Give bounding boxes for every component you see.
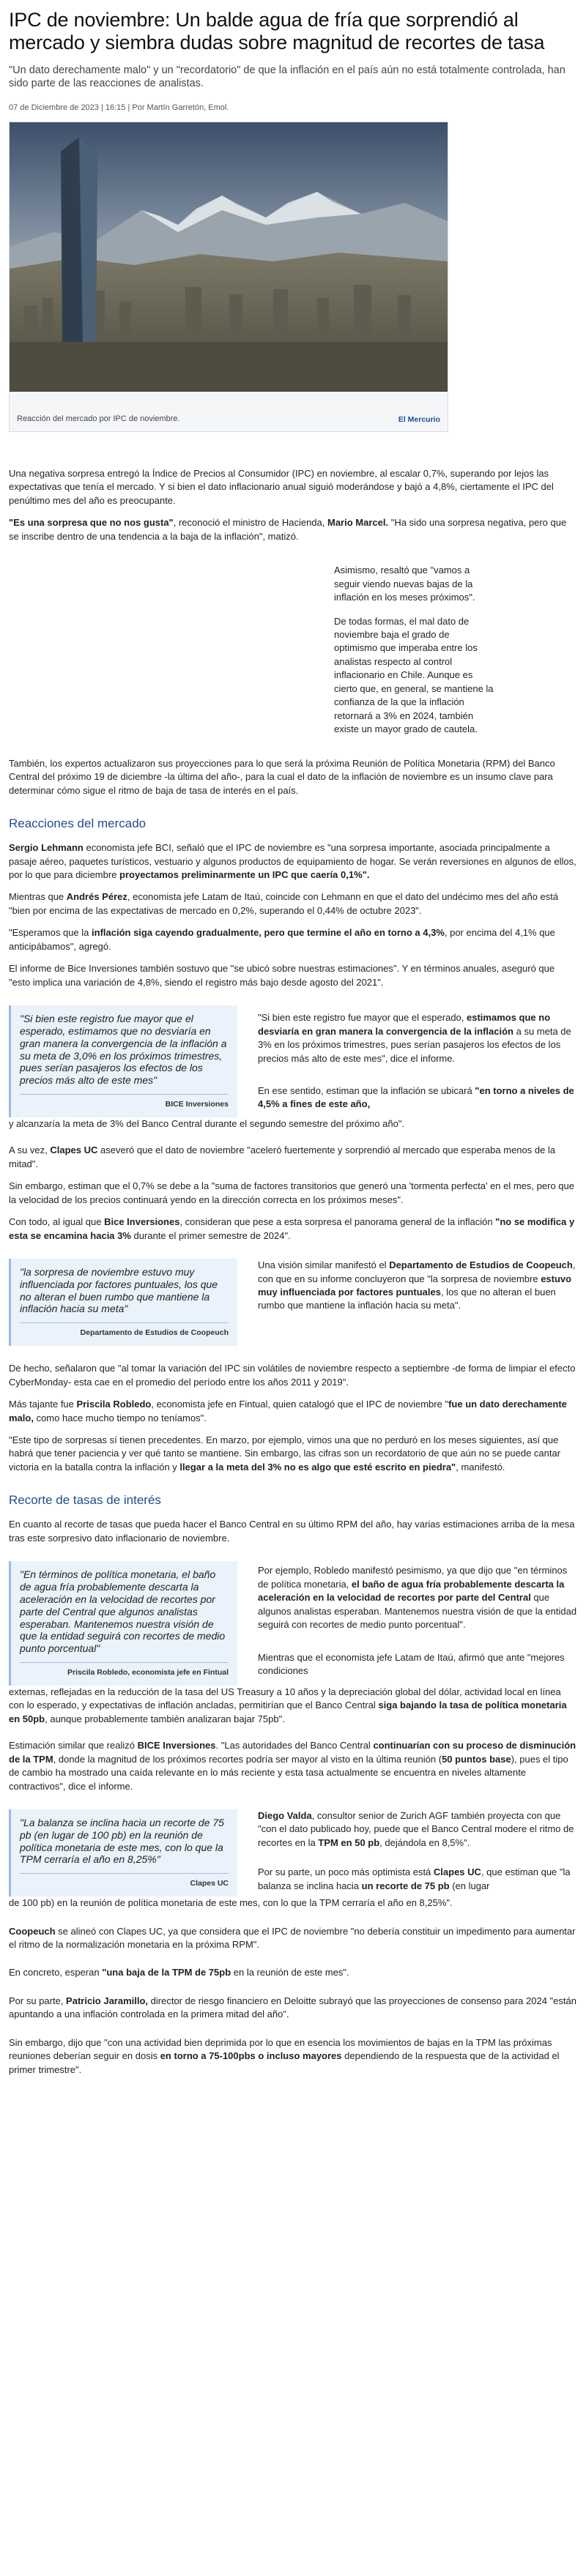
body-paragraph: de 100 pb) en la reunión de política monetaria de este mes, con lo que la TPM cerraría el año en 8,25%". <box>9 1897 453 1909</box>
pull-quote <box>9 1809 237 1896</box>
body-paragraph: Asimismo, resaltó que "vamos a seguir viendo nuevas bajas de la inflación en los meses próximos". <box>334 565 475 603</box>
photo-figure <box>9 122 448 432</box>
pull-quote-row <box>9 1259 577 1346</box>
body-paragraph: Sin embargo, estiman que el 0,7% se debe a la "suma de factores transitorios que generó una 'tormenta perfecta' en el mes, pero que la velocidad de los precios continuará yendo en la dirección correcta en los próximos meses". <box>9 1180 574 1205</box>
body-paragraph: externas, reflejadas en la reducción de la tasa del US Treasury a 10 años y la depreciación global del dólar, actividad local en línea con lo esperado, y expectativas de inflación ancladas, permitirían que el Banco Central siga bajando la tasa de política monetaria en 50pb, aunque probablemente también analizaran bajar 75pb". <box>9 1686 567 1724</box>
body-paragraph: También, los expertos actualizaron sus proyecciones para lo que será la próxima Reunión de Política Monetaria (RPM) del Banco Central del próximo 19 de diciembre -la última del año-, para la cual el dato de la inflación de noviembre es un insumo clave para determinar cómo sigue el ritmo de baja de tasa de interés en el país. <box>9 757 555 796</box>
body-paragraph: Mientras que Andrés Pérez, economista jefe Latam de Itaú, coincide con Lehmann en que el dato del undécimo mes del año está "bien por encima de las expectativas de mercado en 0,2%, superando el 0,44% de octubre 2023". <box>9 891 559 916</box>
pull-quote-row <box>9 1005 577 1117</box>
pull-quote <box>9 1005 237 1117</box>
body-paragraph: Estimación similar que realizó BICE Inversiones. "Las autoridades del Banco Central continuarían con su proceso de disminución de la TPM, donde la magnitud de los próximos recortes podría ser mayor al visto en la última reunión (50 puntos base), pues el tipo de cambio ha mostrado una caída relevante en lo más reciente y esta tasa actualmente se encuentra en niveles altamente contractivos", dice el informe. <box>9 1740 576 1792</box>
body-paragraph: De todas formas, el mal dato de noviembre baja el grado de optimismo que imperaba entre los analistas respecto al control inflacionario en Chile. Aunque es cierto que, en general, se mantiene la confianza de la que la inflación retornará a 3% en 2024, también existe un mayor grado de cautela. <box>334 615 494 735</box>
body-paragraph: El informe de Bice Inversiones también sostuvo que "se ubicó sobre nuestras estimaciones". Y en términos anuales, aseguró que "esto implica una variación de 4,8%, siendo el registro más bajo desde agosto del 2021". <box>9 963 555 988</box>
article-meta: 07 de Diciembre de 2023 | 16:15 | Por Martín Garretón, Emol. <box>9 103 229 113</box>
section-heading: Recorte de tasas de interés <box>9 1493 161 1508</box>
article-title: IPC de noviembre: Un balde agua de fría que sorprendió al mercado y siembra dudas sobre magnitud de recortes de tasa <box>9 9 545 54</box>
pull-quote <box>9 1561 237 1685</box>
body-paragraph: Una negativa sorpresa entregó la Índice de Precios al Consumidor (IPC) en noviembre, al escalar 0,7%, superando por lejos las expectativas que tenía el mercado. Y si bien el dato inflacionario anual siguió moderándose y bajó a 4,8%, ciertamente el IPC del penúltimo mes del año es preocupante. <box>9 467 554 506</box>
quote-side-text: "Si bien este registro fue mayor que el esperado, estimamos que no desviaría en gran manera la convergencia de la inflación a su meta de 3% en los próximos trimestres, pues serían pasajeros los efectos de los precios más alto de este mes", dice el informe. En ese sentido, estiman que la inflación se ubicará "en torno a niveles de 4,5% a fines de este año, <box>258 1012 574 1110</box>
pull-quote-row <box>9 1561 577 1685</box>
pull-quote-source: Departamento de Estudios de Coopeuch <box>20 1322 229 1339</box>
pull-quote-source: BICE Inversiones <box>20 1094 229 1110</box>
pull-quote <box>9 1259 237 1346</box>
photo-credit: El Mercurio <box>398 415 440 425</box>
body-paragraph: En concreto, esperan "una baja de la TPM de 75pb en la reunión de este mes". <box>9 1967 349 1978</box>
quote-side-text: Por ejemplo, Robledo manifestó pesimismo, ya que dijo que "en términos de política monetaria, el baño de agua fría probablemente descarta la aceleración en la velocidad de recortes por parte del Central que algunos analistas esperaban. Mantenemos nuestra visión de que la entidad seguirá con recortes de medio punto porcentual". Mientras que el economista jefe Latam de Itaú, afirmó que ante "mejores condiciones <box>258 1565 577 1677</box>
photo-caption: Reacción del mercado por IPC de noviembre. <box>17 414 180 424</box>
body-paragraph: "Es una sorpresa que no nos gusta", reconoció el ministro de Hacienda, Mario Marcel. "Ha sido una sorpresa negativa, pero que se inscribe dentro de una tendencia a la baja de la inflación", matizó. <box>9 517 567 542</box>
body-paragraph: Más tajante fue Priscila Robledo, economista jefe en Fintual, quien catalogó que el IPC de noviembre "fue un dato derechamente malo, como hace mucho tiempo no teníamos". <box>9 1399 567 1423</box>
section-heading: Reacciones del mercado <box>9 816 146 830</box>
body-paragraph: y alcanzaría la meta de 3% del Banco Central durante el segundo semestre del próximo año". <box>9 1117 405 1129</box>
pull-quote-row <box>9 1809 577 1896</box>
pull-quote-source: Clapes UC <box>20 1873 229 1889</box>
body-paragraph: Sergio Lehmann economista jefe BCI, señaló que el IPC de noviembre es "una sorpresa importante, asociada principalmente a pasaje aéreo, paquetes turísticos, vestuario y algunos productos de equipamiento de hogar. Se verán reversiones en algunos de ellos, por lo que para diciembre proyectamos preliminarmente un IPC que caería 0,1%". <box>9 842 576 881</box>
body-paragraph: Coopeuch se alineó con Clapes UC, ya que considera que el IPC de noviembre "no debería constituir un impedimento para aumentar el ritmo de la normalización monetaria en la próxima RPM". <box>9 1925 576 1950</box>
pull-quote-source: Priscila Robledo, economista jefe en Fintual <box>20 1662 229 1678</box>
body-paragraph: Sin embargo, dijo que "con una actividad bien deprimida por lo que en esencia los movimientos de bajas en la TPM las próximas reuniones deberían seguir en dosis en torno a 75-100pbs o incluso mayores dependiendo de la respuesta que de la actividad el primer trimestre". <box>9 2036 560 2075</box>
body-paragraph: "Este tipo de sorpresas sí tienen precedentes. En marzo, por ejemplo, vimos una que no perduró en los meses siguientes, así que habrá que tener paciencia y ver qué tanto se mantiene. Sin embargo, las cifras son un recordatorio de que aún no se puede cantar victoria en la batalla contra la inflación y llegar a la meta del 3% no es algo que esté escrito en piedra", manifestó. <box>9 1434 561 1473</box>
quote-side-text: Diego Valda, consultor senior de Zurich AGF también proyecta con que "con el dato publicado hoy, puede que el Banco Central modere el ritmo de recortes en la TPM en 50 pb, dejándola en 8,5%". Por su parte, un poco más optimista está Clapes UC, que estiman que "la balanza se inclina hacia un recorte de 75 pb (en lugar <box>258 1810 574 1891</box>
pull-quote-text: "La balanza se inclina hacia un recorte de 75 pb (en lugar de 100 pb) en la reunión de política monetaria de este mes, con lo que la TPM cerraría el año en 8,25%" <box>20 1817 224 1866</box>
quote-side-text: Una visión similar manifestó el Departamento de Estudios de Coopeuch, con que en su informe concluyeron que "la sorpresa de noviembre estuvo muy influenciada por factores puntuales, los que no alteran el buen rumbo que mantiene la inflación hacia su meta". <box>258 1259 576 1311</box>
article-subtitle: "Un dato derechamente malo" y un "recordatorio" de que la inflación en el país aún no está totalmente controlada, han sido parte de las reacciones de analistas. <box>9 64 565 90</box>
body-paragraph: De hecho, señalaron que "al tomar la variación del IPC sin volátiles de noviembre respecto a septiembre -de forma de limpiar el efecto CyberMonday- esta cae en el promedio del período entre los años 2011 y 2019". <box>9 1363 576 1388</box>
body-paragraph: Con todo, al igual que Bice Inversiones, consideran que pese a esta sorpresa el panorama general de la inflación "no se modifica y esta se encamina hacia 3% durante el primer semestre de 2024". <box>9 1216 575 1241</box>
body-paragraph: "Esperamos que la inflación siga cayendo gradualmente, pero que termine el año en torno a 4,3%, por encima del 4,1% que anticipábamos", agregó. <box>9 927 555 952</box>
body-paragraph: A su vez, Clapes UC aseveró que el dato de noviembre "aceleró fuertemente y sorprendió al mercado que esperaba menos de la mitad". <box>9 1144 556 1169</box>
pull-quote-text: "Si bien este registro fue mayor que el esperado, estimamos que no desviaría en gran manera la convergencia de la inflación a su meta de 3,0% en los próximos trimestres, pues serían pasajeros los efectos de los precios más alto de este mes" <box>20 1013 227 1087</box>
photo-caption-bar <box>10 392 448 431</box>
body-paragraph: En cuanto al recorte de tasas que pueda hacer el Banco Central en su último RPM del año, hay varias estimaciones arriba de la mesa tras este sorpresivo dato inflacionario de noviembre. <box>9 1519 575 1544</box>
pull-quote-text: "la sorpresa de noviembre estuvo muy influenciada por factores puntuales, los que no alteran el buen rumbo que mantiene la inflación hacia su meta" <box>20 1266 218 1315</box>
body-paragraph: Por su parte, Patricio Jaramillo, director de riesgo financiero en Deloitte subrayó que las proyecciones de consenso para 2024 "están apuntando a una inflación controlada en la primera mitad del año". <box>9 1995 576 2020</box>
city-skyline-photo <box>10 122 448 392</box>
pull-quote-text: "En términos de política monetaria, el baño de agua fría probablemente descarta la aceleración en la velocidad de recortes por parte del Central que algunos analistas esperaban. Mantenemos nuestra visión de que la entidad seguirá con recortes de medio punto porcentual" <box>20 1568 226 1655</box>
